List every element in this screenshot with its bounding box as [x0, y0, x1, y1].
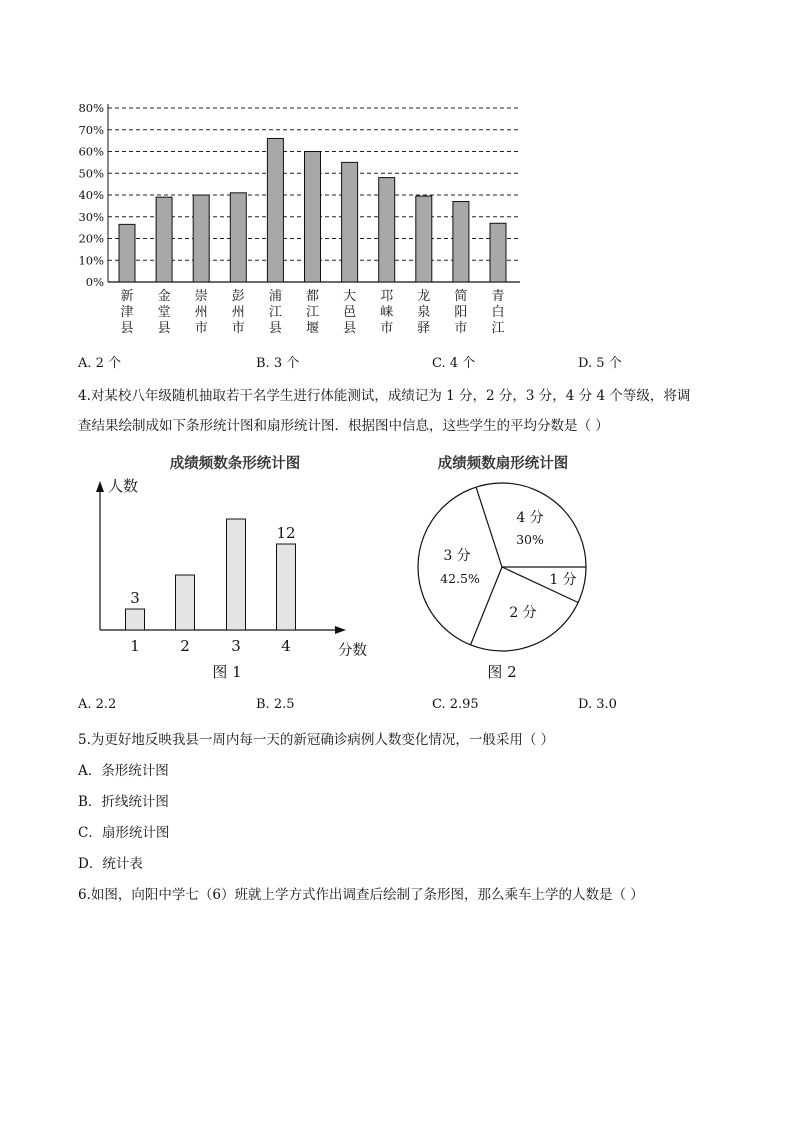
q4-option-a[interactable]: A. 2.2: [78, 697, 117, 712]
bar: [490, 223, 506, 282]
county-bar-chart: [60, 95, 540, 345]
y-tick-label: 50%: [78, 166, 104, 181]
q5-option-b[interactable]: B．折线统计图: [78, 794, 169, 810]
q3-option-d[interactable]: D. 5 个: [578, 356, 622, 371]
score-frequency-bar-chart: [80, 445, 380, 690]
q4-question-line1: 4.对某校八年级随机抽取若干名学生进行体能测试，成绩记为 1 分，2 分，3 分，4 分 4 个等级，将调: [78, 388, 691, 404]
pie-slice-label: 3 分: [443, 548, 471, 564]
q5-option-c[interactable]: C．扇形统计图: [78, 825, 170, 841]
x-tick-label: 1: [130, 637, 140, 655]
q4-question-line2: 查结果绘制成如下条形统计图和扇形统计图．根据图中信息，这些学生的平均分数是（ ）: [78, 418, 609, 434]
pie-slice-percent: 42.5%: [440, 571, 480, 586]
y-tick-label: 70%: [78, 122, 104, 137]
bar: [277, 544, 296, 630]
q5-question: 5.为更好地反映我县一周内每一天的新冠确诊病例人数变化情况，一般采用（ ）: [78, 732, 555, 748]
q3-option-a[interactable]: A. 2 个: [78, 356, 122, 371]
q5-option-d[interactable]: D．统计表: [78, 856, 143, 872]
y-tick-label: 60%: [78, 144, 104, 159]
pie-slice-label: 1 分: [549, 572, 577, 588]
bar: [230, 193, 246, 282]
q4-option-d[interactable]: D. 3.0: [578, 697, 617, 712]
bar: [119, 224, 135, 282]
y-tick-label: 0%: [85, 275, 104, 289]
bar: [379, 178, 395, 282]
y-tick-label: 40%: [78, 188, 104, 202]
bar: [156, 197, 172, 282]
x-tick-label: 青白江: [491, 289, 505, 336]
bar: [176, 575, 195, 630]
y-axis-label: 人数: [108, 477, 139, 495]
x-tick-label: 2: [180, 637, 190, 655]
pie-slice-label: 2 分: [509, 605, 537, 621]
data-label: 3: [130, 589, 140, 607]
x-tick-label: 浦江县: [268, 289, 282, 336]
chart-title: 成绩频数条形统计图: [169, 455, 301, 472]
x-tick-label: 4: [281, 637, 291, 655]
q4-option-b[interactable]: B. 2.5: [256, 697, 295, 712]
y-tick-label: 80%: [78, 101, 104, 115]
y-tick-label: 30%: [78, 209, 104, 224]
x-tick-label: 3: [231, 637, 241, 655]
x-tick-label: 大邑县: [343, 289, 357, 336]
q6-question: 6.如图，向阳中学七（6）班就上学方式作出调查后绘制了条形图，那么乘车上学的人数是（ ）: [78, 887, 644, 903]
x-tick-label: 彭州市: [231, 289, 245, 336]
x-tick-label: 龙泉驿: [417, 289, 431, 336]
bar: [305, 152, 321, 283]
y-axis-arrow: [96, 481, 104, 492]
y-tick-label: 20%: [78, 231, 104, 246]
chart-title: 成绩频数扇形统计图: [437, 455, 569, 472]
q3-option-c[interactable]: C. 4 个: [432, 356, 476, 371]
x-tick-label: 邛崃市: [380, 289, 394, 336]
x-tick-label: 崇州市: [194, 289, 208, 336]
bar: [126, 609, 145, 630]
x-axis-label: 分数: [338, 643, 367, 659]
x-axis-arrow: [335, 626, 346, 634]
x-tick-label: 金堂县: [157, 289, 171, 336]
q4-option-c[interactable]: C. 2.95: [432, 697, 479, 712]
x-tick-label: 简阳市: [454, 289, 468, 336]
y-tick-label: 10%: [78, 253, 104, 268]
bar: [453, 202, 469, 282]
bar: [267, 138, 283, 282]
figure-caption: 图 2: [487, 663, 517, 681]
pie-slice-percent: 30%: [516, 532, 544, 547]
score-frequency-pie-chart: [405, 445, 605, 690]
q5-option-a[interactable]: A．条形统计图: [78, 763, 169, 779]
bar: [193, 195, 209, 282]
pie-slice-label: 4 分: [516, 510, 544, 526]
x-tick-label: 新津县: [120, 289, 134, 336]
figure-caption: 图 1: [212, 663, 242, 681]
data-label: 12: [276, 524, 296, 542]
bar: [342, 162, 358, 282]
bar: [416, 196, 432, 282]
bar: [227, 519, 246, 630]
q3-option-b[interactable]: B. 3 个: [256, 356, 300, 371]
x-tick-label: 都江堰: [305, 289, 320, 336]
